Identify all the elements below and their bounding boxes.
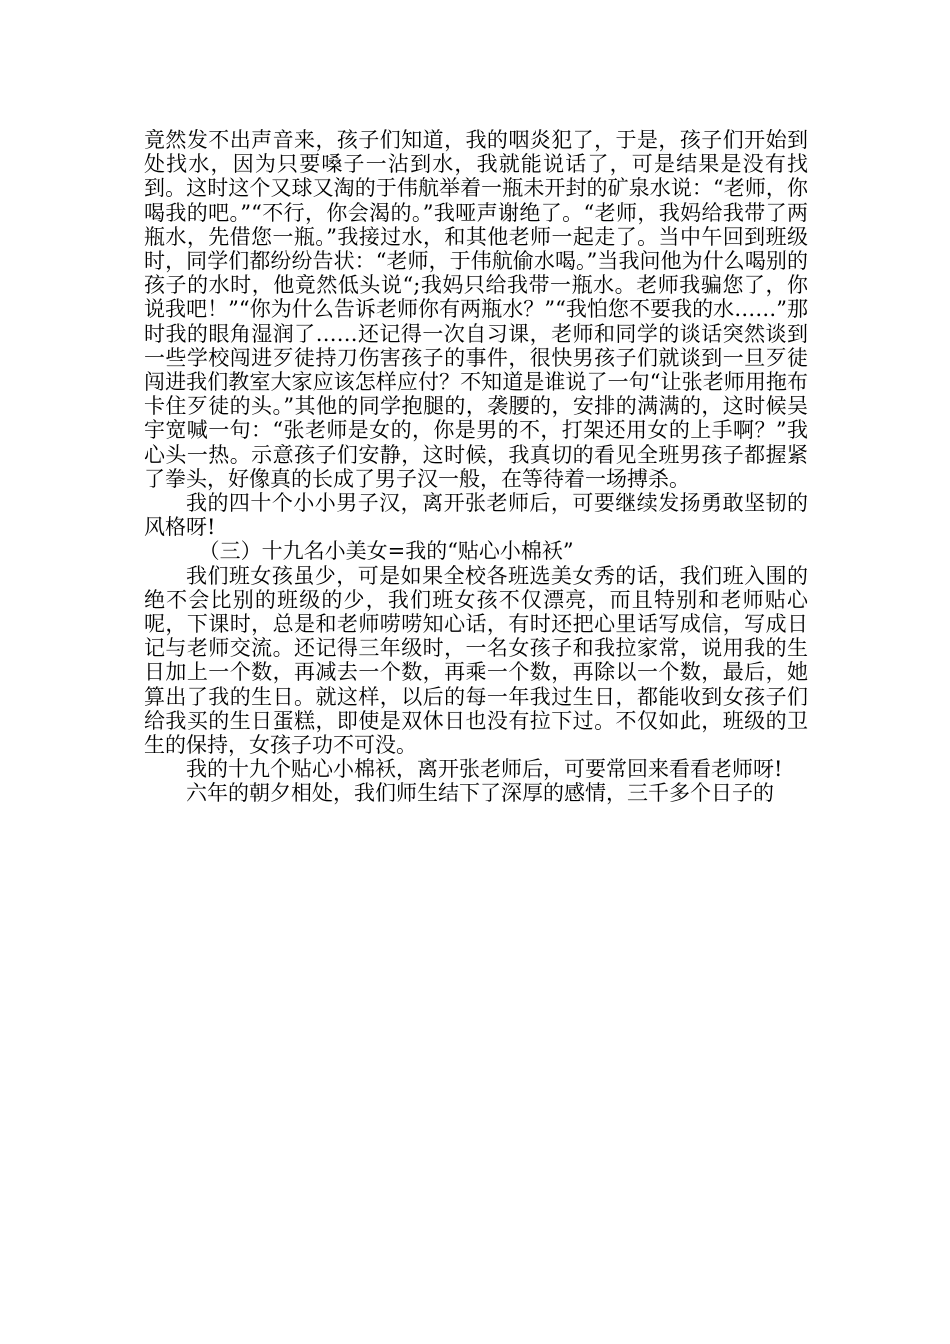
paragraph-story: 竟然发不出声音来，孩子们知道，我的咽炎犯了，于是，孩子们开始到处找水，因为只要嗓子一沾到水，我就能说话了，可是结果是没有找到。这时这个又球又淘的于伟航举着一瓶未开封的矿泉水说：“老师，你喝我的吧。”“不行，你会渴的。”我哑声谢绝了。“老师，我妈给我带了两瓶水，先借您一瓶。”我接过水，和其他老师一起走了。当中午回到班级时，同学们都纷纷告状：“老师，于伟航偷水喝。”当我问他为什么喝别的孩子的水时，他竟然低头说“;我妈只给我带一瓶水。老师我骗您了，你说我吧！”“你为什么告诉老师你有两瓶水？”“我怕您不要我的水……”那时我的眼角湿润了……还记得一次自习课，老师和同学的谈话突然谈到一些学校闯进歹徒持刀伤害孩子的事件，很快男孩子们就谈到一旦歹徒闯进我们教室大家应该怎样应付？不知道是谁说了一句“让张老师用拖布卡住歹徒的头。”其他的同学抱腿的，袭腰的，安排的满满的，这时候吴宇宽喊一句：“张老师是女的，你是男的不，打架还用女的上手啊？”我心头一热。示意孩子们安静，这时候，我真切的看见全班男孩子都握紧了拳头，好像真的长成了男子汉一般，在等待着一场搏杀。	[144, 128, 808, 491]
paragraph-girls: 我们班女孩虽少，可是如果全校各班选美女秀的话，我们班入围的绝不会比别的班级的少，我们班女孩不仅漂亮，而且特别和老师贴心呢，下课时，总是和老师唠唠知心话，有时还把心里话写成信，写成日记与老师交流。还记得三年级时，一名女孩子和我拉家常，说用我的生日加上一个数，再减去一个数，再乘一个数，再除以一个数，最后，她算出了我的生日。就这样，以后的每一年我过生日，都能收到女孩子们给我买的生日蛋糕，即使是双休日也没有拉下过。不仅如此，班级的卫生的保持，女孩子功不可没。	[144, 563, 808, 758]
paragraph-girls-closing: 我的十九个贴心小棉袄，离开张老师后，可要常回来看看老师呀!	[186, 757, 783, 782]
paragraph-final: 六年的朝夕相处，我们师生结下了深厚的感情，三千多个日子的	[186, 781, 774, 806]
body-text	[144, 128, 808, 806]
section-heading: （三）十九名小美女=我的“贴心小棉袄”	[198, 539, 574, 564]
paragraph-boys-closing: 我的四十个小小男子汉，离开张老师后，可要继续发扬勇敢坚韧的风格呀!	[144, 491, 808, 540]
